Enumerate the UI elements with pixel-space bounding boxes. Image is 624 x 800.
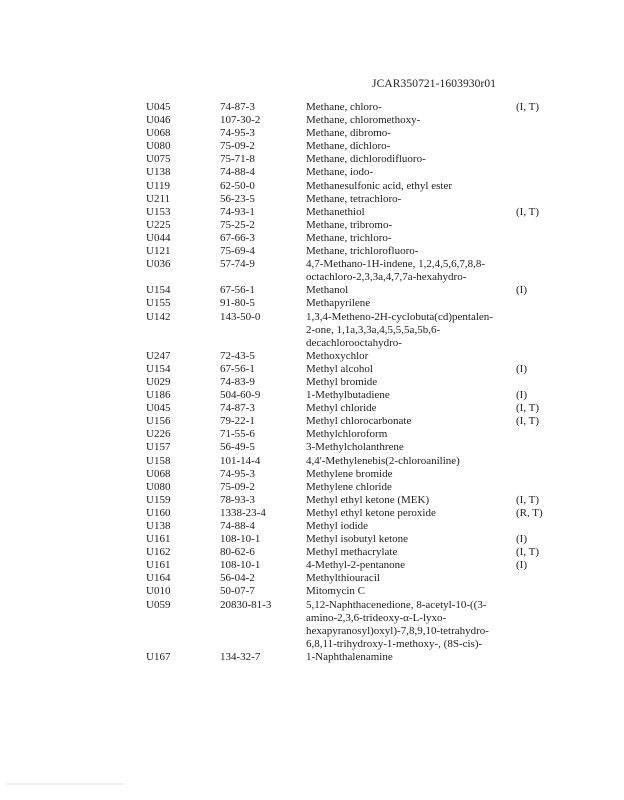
- waste-code: U045: [146, 402, 171, 415]
- substance-name: Methyl chlorocarbonate: [306, 415, 412, 428]
- substance-name: Methane, dibromo-: [306, 127, 391, 140]
- table-row: [146, 311, 566, 350]
- waste-code: U138: [146, 520, 171, 532]
- substance-name: Methane, trichloro-: [306, 231, 392, 244]
- table-row: [146, 402, 566, 415]
- waste-code: U161: [146, 533, 171, 546]
- cas-number: 74-83-9: [220, 375, 255, 388]
- substance-name: Methyl ethyl ketone (MEK): [306, 493, 430, 506]
- hazardous-waste-table: [146, 101, 566, 664]
- substance-name: Methylene chloride: [306, 480, 392, 493]
- substance-name: Methyl methacrylate: [306, 546, 398, 559]
- cas-number: 75-69-4: [220, 245, 255, 258]
- cas-number: 74-87-3: [220, 402, 255, 415]
- waste-code: U162: [146, 546, 171, 559]
- waste-code: U158: [146, 454, 171, 467]
- substance-name: Methyl iodide: [306, 520, 369, 532]
- hazard-code: (I, T): [516, 402, 540, 415]
- waste-code: U119: [146, 179, 171, 192]
- table-row: [146, 127, 566, 140]
- hazard-code: (I, T): [516, 493, 540, 506]
- cas-number: 75-09-2: [220, 480, 255, 493]
- table-row: [146, 180, 566, 193]
- table-row: [146, 114, 566, 127]
- cas-number: 75-09-2: [220, 140, 255, 153]
- cas-number: 91-80-5: [220, 297, 255, 310]
- substance-name: Methane, dichloro-: [306, 140, 391, 153]
- cas-number: 107-30-2: [220, 114, 261, 127]
- substance-name: Methyl bromide: [306, 375, 378, 388]
- substance-name: Methane, tribromo-: [306, 218, 393, 231]
- cas-number: 67-56-1: [220, 284, 255, 297]
- substance-name: Methylthiouracil: [306, 572, 380, 585]
- substance-name: 3-Methylcholanthrene: [306, 441, 404, 454]
- waste-code: U138: [146, 166, 171, 179]
- waste-code: U155: [146, 297, 171, 310]
- waste-code: U029: [146, 375, 171, 388]
- cas-number: 56-49-5: [220, 441, 255, 454]
- table-row: [146, 455, 566, 468]
- table-row: [146, 350, 566, 363]
- substance-name: Methylene bromide: [306, 467, 393, 480]
- substance-name: Methane, chloromethoxy-: [306, 114, 421, 127]
- substance-name: Methyl chloride: [306, 402, 377, 415]
- table-row: [146, 140, 566, 153]
- table-row: [146, 546, 566, 559]
- table-row: [146, 232, 566, 245]
- waste-code: U157: [146, 441, 171, 454]
- waste-code: U167: [146, 650, 171, 663]
- table-row: [146, 193, 566, 206]
- waste-code: U226: [146, 428, 171, 441]
- substance-name: Methanol: [306, 284, 349, 297]
- waste-code: U036: [146, 258, 171, 271]
- table-row: [146, 206, 566, 219]
- table-row: [146, 284, 566, 297]
- hazard-code: (I): [516, 389, 527, 402]
- substance-name: 1-Naphthalenamine: [306, 650, 393, 663]
- waste-code: U044: [146, 231, 171, 244]
- cas-number: 74-87-3: [220, 101, 255, 113]
- table-row: [146, 245, 566, 258]
- cas-number: 75-71-8: [220, 153, 255, 166]
- table-row: [146, 376, 566, 389]
- cas-number: 134-32-7: [220, 650, 261, 663]
- cas-number: 78-93-3: [220, 493, 255, 506]
- waste-code: U075: [146, 153, 171, 166]
- hazard-code: (I, T): [516, 546, 540, 559]
- table-row: [146, 166, 566, 179]
- cas-number: 74-93-1: [220, 205, 255, 218]
- substance-name: Methane, trichlorofluoro-: [306, 245, 419, 258]
- waste-code: U068: [146, 127, 171, 140]
- cas-number: 20830-81-3: [220, 598, 272, 611]
- substance-name: Methanesulfonic acid, ethyl ester: [306, 179, 453, 192]
- table-row: [146, 219, 566, 232]
- substance-name: 5,12-Naphthacenedione, 8-acetyl-10-((3- amino-2,3,6-trideoxy-α-L-lyxo- hexapyranosyl)oxyl)-7,8,9,10-tetrahydro- 6,8,11-trihydroxy-1-methoxy-, (8S-cis)-: [306, 598, 489, 650]
- table-row: [146, 389, 566, 402]
- waste-code: U121: [146, 245, 171, 258]
- cas-number: 67-66-3: [220, 231, 255, 244]
- substance-name: Methane, tetrachloro-: [306, 192, 402, 205]
- substance-name: Methane, chloro-: [306, 101, 382, 113]
- cas-number: 74-88-4: [220, 166, 255, 179]
- cas-number: 62-50-0: [220, 179, 255, 192]
- cas-number: 108-10-1: [220, 559, 261, 572]
- cas-number: 108-10-1: [220, 533, 261, 546]
- substance-name: Methane, dichlorodifluoro-: [306, 153, 426, 166]
- hazard-code: (I): [516, 559, 527, 572]
- substance-name: Methanethiol: [306, 205, 365, 218]
- table-row: [146, 481, 566, 494]
- document-id: JCAR350721-1603930r01: [372, 78, 497, 90]
- substance-name: Methoxychlor: [306, 349, 369, 362]
- cas-number: 72-43-5: [220, 349, 255, 362]
- substance-name: 1-Methylbutadiene: [306, 389, 390, 402]
- cas-number: 71-55-6: [220, 428, 255, 441]
- table-row: [146, 599, 566, 651]
- substance-name: Mitomycin C: [306, 585, 365, 598]
- table-row: [146, 258, 566, 284]
- substance-name: Methyl alcohol: [306, 362, 373, 375]
- waste-code: U247: [146, 349, 171, 362]
- footer-rule: [6, 783, 124, 785]
- substance-name: Methapyrilene: [306, 297, 371, 310]
- table-row: [146, 651, 566, 664]
- waste-code: U080: [146, 140, 171, 153]
- waste-code: U156: [146, 415, 171, 428]
- cas-number: 67-56-1: [220, 362, 255, 375]
- table-row: [146, 585, 566, 598]
- table-row: [146, 494, 566, 507]
- cas-number: 74-88-4: [220, 520, 255, 532]
- waste-code: U159: [146, 493, 171, 506]
- cas-number: 1338-23-4: [220, 506, 266, 519]
- table-row: [146, 415, 566, 428]
- substance-name: 4,7-Methano-1H-indene, 1,2,4,5,6,7,8,8- octachloro-2,3,3a,4,7,7a-hexahydro-: [306, 258, 486, 284]
- hazard-code: (I, T): [516, 415, 540, 428]
- waste-code: U211: [146, 192, 171, 205]
- table-row: [146, 428, 566, 441]
- waste-code: U154: [146, 362, 171, 375]
- waste-code: U142: [146, 310, 171, 323]
- table-row: [146, 507, 566, 520]
- waste-code: U164: [146, 572, 171, 585]
- substance-name: Methyl ethyl ketone peroxide: [306, 506, 436, 519]
- waste-code: U046: [146, 114, 171, 127]
- substance-name: Methane, iodo-: [306, 166, 374, 179]
- table-row: [146, 520, 566, 533]
- waste-code: U153: [146, 205, 171, 218]
- hazard-code: (I): [516, 533, 527, 546]
- cas-number: 101-14-4: [220, 454, 261, 467]
- waste-code: U059: [146, 598, 171, 611]
- cas-number: 504-60-9: [220, 389, 261, 402]
- table-row: [146, 363, 566, 376]
- cas-number: 75-25-2: [220, 218, 255, 231]
- waste-code: U160: [146, 506, 171, 519]
- substance-name: Methylchloroform: [306, 428, 388, 441]
- table-row: [146, 533, 566, 546]
- cas-number: 79-22-1: [220, 415, 255, 428]
- substance-name: 4,4'-Methylenebis(2-chloroaniline): [306, 454, 460, 467]
- table-row: [146, 468, 566, 481]
- waste-code: U161: [146, 559, 171, 572]
- hazard-code: (I, T): [516, 101, 540, 113]
- cas-number: 56-04-2: [220, 572, 255, 585]
- cas-number: 143-50-0: [220, 310, 261, 323]
- table-row: [146, 101, 566, 114]
- cas-number: 50-07-7: [220, 585, 255, 598]
- waste-code: U080: [146, 480, 171, 493]
- waste-code: U068: [146, 467, 171, 480]
- substance-name: 1,3,4-Metheno-2H-cyclobuta(cd)pentalen- 2-one, 1,1a,3,3a,4,5,5,5a,5b,6- decachlorooctahydro-: [306, 310, 493, 349]
- substance-name: Methyl isobutyl ketone: [306, 533, 409, 546]
- waste-code: U010: [146, 585, 171, 598]
- cas-number: 80-62-6: [220, 546, 255, 559]
- table-row: [146, 297, 566, 310]
- table-row: [146, 559, 566, 572]
- hazard-code: (I): [516, 284, 527, 297]
- waste-code: U225: [146, 218, 171, 231]
- table-row: [146, 153, 566, 166]
- cas-number: 74-95-3: [220, 127, 255, 140]
- substance-name: 4-Methyl-2-pentanone: [306, 559, 405, 572]
- cas-number: 57-74-9: [220, 258, 255, 271]
- hazard-code: (R, T): [516, 506, 543, 519]
- hazard-code: (I, T): [516, 205, 540, 218]
- cas-number: 74-95-3: [220, 467, 255, 480]
- waste-code: U045: [146, 101, 171, 113]
- waste-code: U186: [146, 389, 171, 402]
- hazard-code: (I): [516, 362, 527, 375]
- waste-code: U154: [146, 284, 171, 297]
- cas-number: 56-23-5: [220, 192, 255, 205]
- table-row: [146, 441, 566, 454]
- table-row: [146, 572, 566, 585]
